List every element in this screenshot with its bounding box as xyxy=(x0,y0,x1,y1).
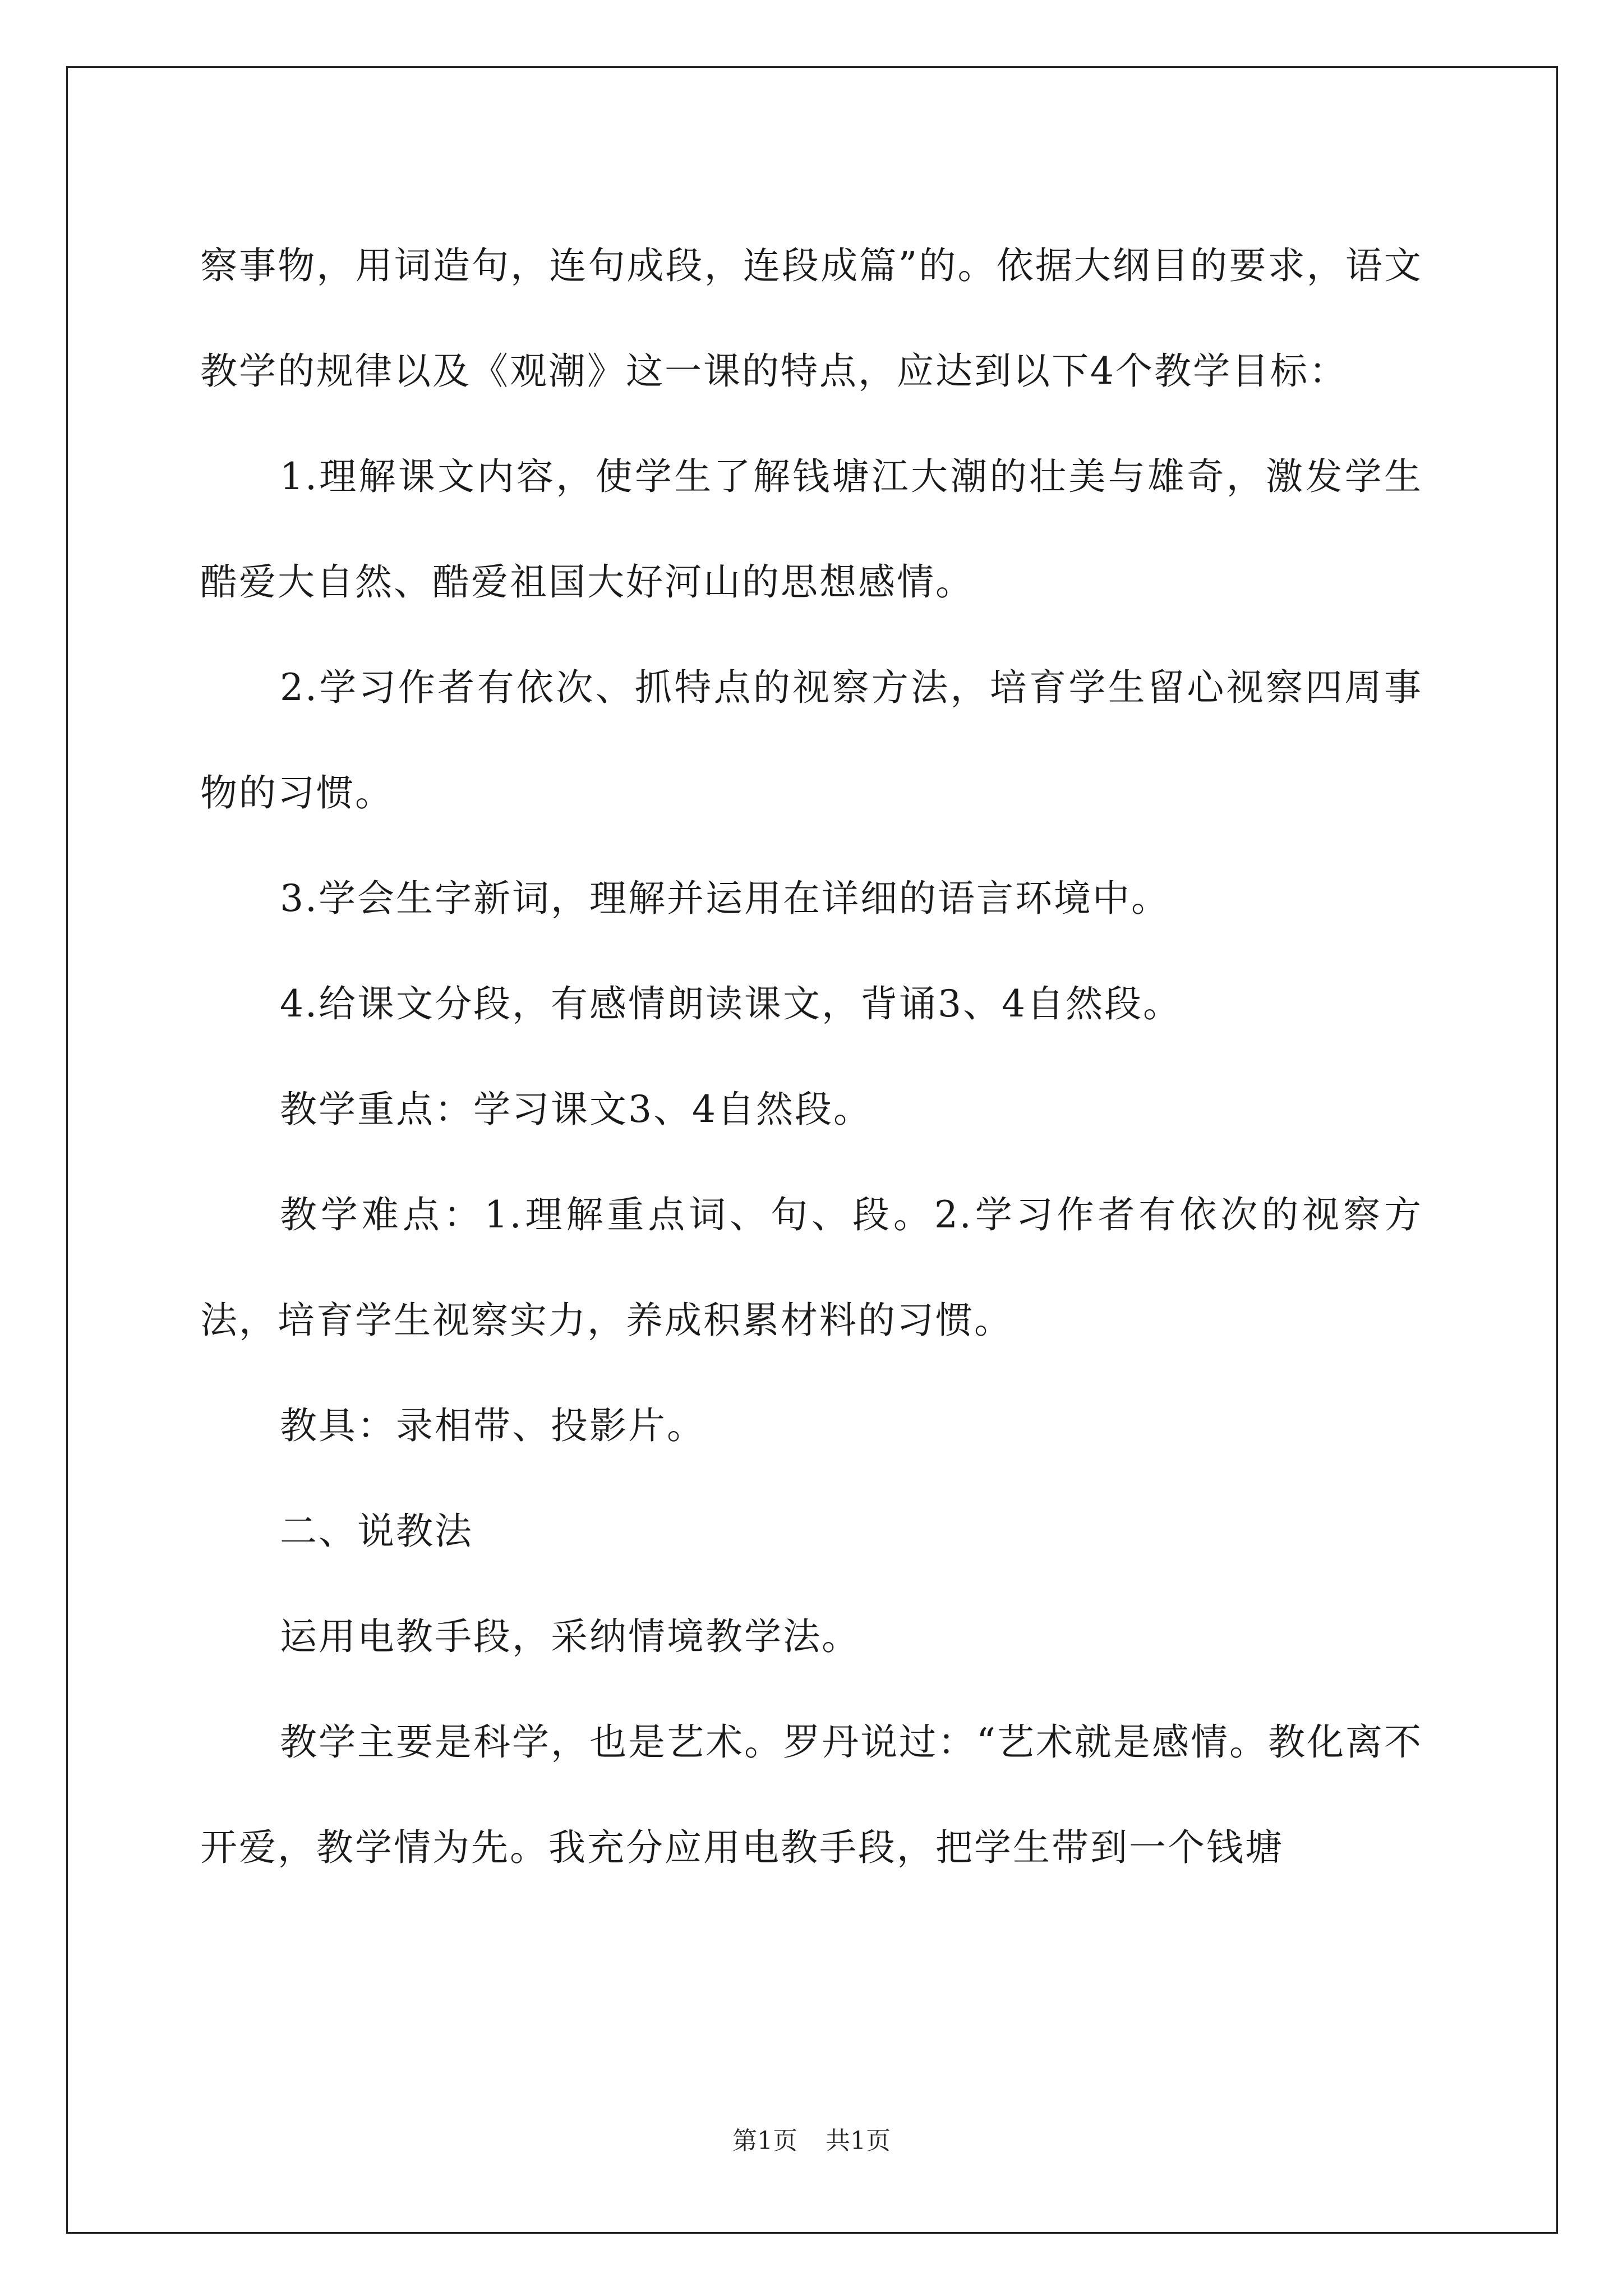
paragraph-10: 运用电教手段，采纳情境教学法。 xyxy=(280,1615,860,1658)
paragraph-11: 教学主要是科学，也是艺术。罗丹说过：“艺术就是感情。教化离不开爱，教学情为先。我充分应用电教手段，把学生带到一个钱塘 xyxy=(200,1720,1423,1869)
paragraph-3: 2.学习作者有依次、抓特点的视察方法，培育学生留心视察四周事物的习惯。 xyxy=(200,666,1423,815)
paragraph-9: 二、说教法 xyxy=(280,1510,473,1553)
paragraph-2: 1.理解课文内容，使学生了解钱塘江大潮的壮美与雄奇，激发学生酷爱大自然、酷爱祖国大好河山的思想感情。 xyxy=(200,455,1423,604)
paragraph-6: 教学重点：学习课文3、4自然段。 xyxy=(280,1088,872,1131)
paragraph-4: 3.学会生字新词，理解并运用在详细的语言环境中。 xyxy=(280,877,1170,920)
document-body xyxy=(200,213,1423,1901)
page-footer xyxy=(0,2120,1623,2156)
page-total: 共1页 xyxy=(826,2127,891,2155)
paragraph-8: 教具：录相带、投影片。 xyxy=(280,1404,706,1447)
page-number: 第1页 xyxy=(732,2127,797,2155)
paragraph-1: 察事物，用词造句，连句成段，连段成篇”的。依据大纲目的要求，语文教学的规律以及《观潮》这一课的特点，应达到以下4个教学目标： xyxy=(200,244,1423,393)
paragraph-5: 4.给课文分段，有感情朗读课文，背诵3、4自然段。 xyxy=(280,982,1182,1025)
paragraph-7: 教学难点：1.理解重点词、句、段。2.学习作者有依次的视察方法，培育学生视察实力，养成积累材料的习惯。 xyxy=(200,1193,1423,1342)
